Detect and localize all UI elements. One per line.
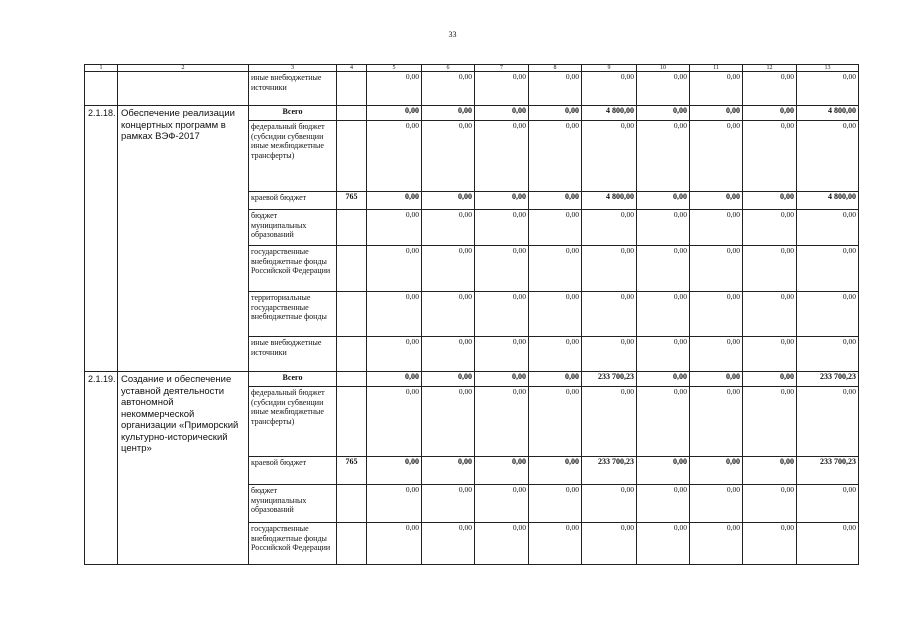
value-cell: 0,00: [422, 485, 475, 523]
code-cell: [85, 72, 118, 106]
column-number: 7: [475, 65, 529, 72]
value-cell: 0,00: [422, 106, 475, 121]
value-cell: 0,00: [475, 246, 529, 292]
value-cell: 0,00: [797, 292, 859, 337]
value-cell: 0,00: [637, 106, 690, 121]
value-cell: 0,00: [367, 246, 422, 292]
value-cell: 0,00: [529, 292, 582, 337]
source-cell: государственные внебюджетные фонды Российской Федерации: [249, 246, 337, 292]
value-cell: 0,00: [743, 457, 797, 485]
source-cell: государственные внебюджетные фонды Российской Федерации: [249, 523, 337, 565]
value-cell: 0,00: [637, 246, 690, 292]
value-cell: 0,00: [797, 387, 859, 457]
value-cell: 0,00: [797, 246, 859, 292]
kbk-cell: [337, 72, 367, 106]
value-cell: 0,00: [743, 121, 797, 192]
kbk-cell: [337, 121, 367, 192]
value-cell: 0,00: [529, 485, 582, 523]
value-cell: 0,00: [422, 292, 475, 337]
value-cell: 0,00: [475, 485, 529, 523]
value-cell: 0,00: [690, 387, 743, 457]
source-cell: краевой бюджет: [249, 457, 337, 485]
value-cell: 0,00: [797, 210, 859, 246]
value-cell: 0,00: [797, 337, 859, 372]
value-cell: 233 700,23: [582, 457, 637, 485]
value-cell: 0,00: [690, 292, 743, 337]
value-cell: 0,00: [797, 485, 859, 523]
kbk-cell: [337, 210, 367, 246]
value-cell: 0,00: [529, 121, 582, 192]
value-cell: 0,00: [637, 121, 690, 192]
value-cell: 0,00: [582, 523, 637, 565]
value-cell: 0,00: [422, 387, 475, 457]
column-number: 1: [85, 65, 118, 72]
kbk-cell: 765: [337, 457, 367, 485]
value-cell: 0,00: [475, 387, 529, 457]
value-cell: 0,00: [690, 210, 743, 246]
value-cell: 0,00: [529, 523, 582, 565]
value-cell: 0,00: [582, 387, 637, 457]
value-cell: 0,00: [367, 192, 422, 210]
value-cell: 0,00: [637, 372, 690, 387]
value-cell: 0,00: [797, 72, 859, 106]
column-number: 3: [249, 65, 337, 72]
value-cell: 0,00: [690, 106, 743, 121]
value-cell: 0,00: [743, 337, 797, 372]
column-number: 5: [367, 65, 422, 72]
value-cell: 0,00: [690, 246, 743, 292]
kbk-cell: [337, 485, 367, 523]
value-cell: 0,00: [637, 523, 690, 565]
value-cell: 0,00: [690, 523, 743, 565]
table-row: [85, 106, 859, 121]
kbk-cell: [337, 246, 367, 292]
value-cell: 4 800,00: [797, 192, 859, 210]
value-cell: 0,00: [475, 372, 529, 387]
source-cell: иные внебюджетные источники: [249, 72, 337, 106]
value-cell: 0,00: [690, 485, 743, 523]
value-cell: 0,00: [367, 292, 422, 337]
kbk-cell: [337, 292, 367, 337]
source-cell: Всего: [249, 106, 337, 121]
value-cell: 0,00: [422, 121, 475, 192]
value-cell: 0,00: [529, 457, 582, 485]
item-name: Обеспечение реализации концертных программ в рамках ВЭФ-2017: [118, 106, 249, 372]
source-cell: краевой бюджет: [249, 192, 337, 210]
value-cell: 0,00: [475, 121, 529, 192]
value-cell: 0,00: [637, 387, 690, 457]
budget-table: [84, 64, 859, 565]
kbk-cell: [337, 337, 367, 372]
item-name: Создание и обеспечение уставной деятельности автономной некоммерческой организации «Приморский культурно-исторический центр»: [118, 372, 249, 565]
value-cell: 0,00: [367, 457, 422, 485]
value-cell: 4 800,00: [797, 106, 859, 121]
value-cell: 0,00: [367, 106, 422, 121]
value-cell: 0,00: [475, 72, 529, 106]
value-cell: 4 800,00: [582, 192, 637, 210]
value-cell: 0,00: [422, 523, 475, 565]
value-cell: 0,00: [743, 485, 797, 523]
value-cell: 0,00: [690, 72, 743, 106]
table-row: [85, 372, 859, 387]
value-cell: 0,00: [743, 210, 797, 246]
value-cell: 0,00: [743, 372, 797, 387]
column-number: 11: [690, 65, 743, 72]
value-cell: 0,00: [582, 246, 637, 292]
kbk-cell: [337, 106, 367, 121]
column-number: 13: [797, 65, 859, 72]
source-cell: федеральный бюджет (субсидии субвенции иные межбюджетные трансферты): [249, 121, 337, 192]
value-cell: 0,00: [797, 121, 859, 192]
value-cell: 0,00: [475, 292, 529, 337]
table-row: [85, 72, 859, 106]
value-cell: 0,00: [475, 337, 529, 372]
value-cell: 0,00: [475, 457, 529, 485]
value-cell: 0,00: [475, 210, 529, 246]
value-cell: 0,00: [743, 246, 797, 292]
value-cell: 0,00: [422, 457, 475, 485]
kbk-cell: [337, 387, 367, 457]
value-cell: 0,00: [529, 372, 582, 387]
value-cell: 0,00: [367, 210, 422, 246]
value-cell: 0,00: [529, 337, 582, 372]
value-cell: 0,00: [367, 372, 422, 387]
value-cell: 0,00: [367, 523, 422, 565]
column-number: 2: [118, 65, 249, 72]
value-cell: 0,00: [582, 485, 637, 523]
value-cell: 0,00: [529, 246, 582, 292]
value-cell: 0,00: [743, 292, 797, 337]
column-number: 10: [637, 65, 690, 72]
kbk-cell: [337, 523, 367, 565]
value-cell: 0,00: [367, 485, 422, 523]
value-cell: 0,00: [422, 246, 475, 292]
column-number: 8: [529, 65, 582, 72]
value-cell: 0,00: [637, 337, 690, 372]
value-cell: 0,00: [422, 72, 475, 106]
column-number: 12: [743, 65, 797, 72]
kbk-cell: 765: [337, 192, 367, 210]
value-cell: 0,00: [475, 192, 529, 210]
value-cell: 0,00: [582, 337, 637, 372]
value-cell: 0,00: [422, 192, 475, 210]
value-cell: 0,00: [797, 523, 859, 565]
value-cell: 0,00: [367, 72, 422, 106]
value-cell: 0,00: [637, 192, 690, 210]
value-cell: 0,00: [422, 337, 475, 372]
column-number: 9: [582, 65, 637, 72]
item-code: 2.1.19.: [85, 372, 118, 565]
value-cell: 0,00: [690, 192, 743, 210]
value-cell: 0,00: [690, 121, 743, 192]
value-cell: 0,00: [475, 106, 529, 121]
value-cell: 0,00: [743, 523, 797, 565]
value-cell: 233 700,23: [797, 457, 859, 485]
value-cell: 0,00: [637, 210, 690, 246]
source-cell: бюджет муниципальных образований: [249, 485, 337, 523]
value-cell: 0,00: [529, 106, 582, 121]
value-cell: 233 700,23: [797, 372, 859, 387]
source-cell: федеральный бюджет (субсидии субвенции иные межбюджетные трансферты): [249, 387, 337, 457]
value-cell: 0,00: [690, 457, 743, 485]
value-cell: 0,00: [690, 372, 743, 387]
value-cell: 0,00: [475, 523, 529, 565]
value-cell: 0,00: [637, 72, 690, 106]
value-cell: 0,00: [743, 106, 797, 121]
value-cell: 0,00: [637, 292, 690, 337]
source-cell: бюджет муниципальных образований: [249, 210, 337, 246]
column-number: 6: [422, 65, 475, 72]
value-cell: 0,00: [582, 72, 637, 106]
value-cell: 0,00: [637, 485, 690, 523]
name-cell: [118, 72, 249, 106]
value-cell: 0,00: [637, 457, 690, 485]
value-cell: 0,00: [367, 387, 422, 457]
source-cell: Всего: [249, 372, 337, 387]
value-cell: 0,00: [529, 192, 582, 210]
value-cell: 0,00: [422, 210, 475, 246]
value-cell: 0,00: [529, 387, 582, 457]
value-cell: 0,00: [690, 337, 743, 372]
column-number-row: [85, 65, 859, 72]
value-cell: 0,00: [367, 121, 422, 192]
value-cell: 0,00: [743, 192, 797, 210]
source-cell: территориальные государственные внебюджетные фонды: [249, 292, 337, 337]
value-cell: 0,00: [367, 337, 422, 372]
value-cell: 0,00: [582, 121, 637, 192]
column-number: 4: [337, 65, 367, 72]
value-cell: 0,00: [743, 387, 797, 457]
source-cell: иные внебюджетные источники: [249, 337, 337, 372]
value-cell: 0,00: [582, 292, 637, 337]
value-cell: 0,00: [582, 210, 637, 246]
kbk-cell: [337, 372, 367, 387]
value-cell: 4 800,00: [582, 106, 637, 121]
page-number: 33: [448, 30, 457, 39]
value-cell: 0,00: [422, 372, 475, 387]
item-code: 2.1.18.: [85, 106, 118, 372]
value-cell: 0,00: [529, 210, 582, 246]
value-cell: 233 700,23: [582, 372, 637, 387]
value-cell: 0,00: [529, 72, 582, 106]
value-cell: 0,00: [743, 72, 797, 106]
